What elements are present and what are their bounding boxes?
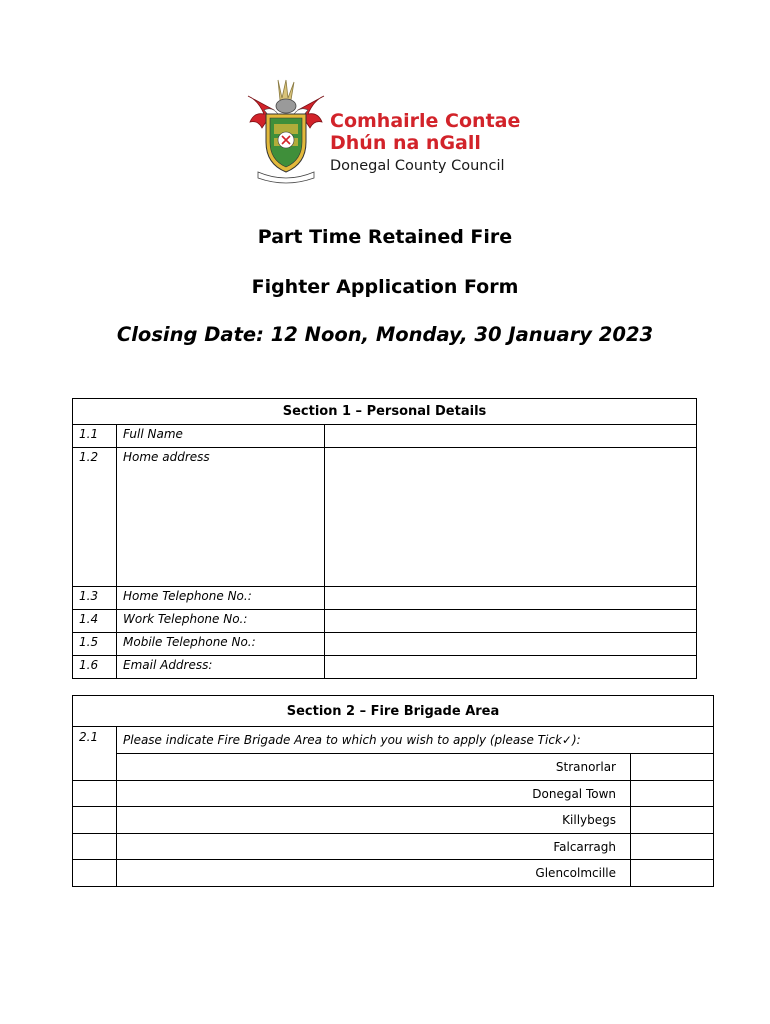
section1-heading: Section 1 – Personal Details [73,399,697,425]
tick-box-stranorlar[interactable] [631,754,714,781]
tick-box-falcarragh[interactable] [631,834,714,860]
mobile-telephone-field[interactable] [325,633,697,656]
coat-of-arms-icon [244,76,328,186]
row-number: 1.5 [73,633,117,656]
area-name-glencolmcille: Glencolmcille [117,860,631,887]
row-number: 1.3 [73,587,117,610]
empty-cell [73,860,117,887]
row-number: 1.4 [73,610,117,633]
tick-box-glencolmcille[interactable] [631,860,714,887]
form-title-line1: Part Time Retained Fire [257,226,513,248]
area-name-falcarragh: Falcarragh [117,834,631,860]
council-logo [244,76,534,186]
area-name-donegal-town: Donegal Town [117,781,631,807]
work-telephone-label: Work Telephone No.: [117,610,325,633]
email-address-field[interactable] [325,656,697,679]
area-name-stranorlar: Stranorlar [117,754,631,781]
tick-box-killybegs[interactable] [631,807,714,834]
area-instruction: Please indicate Fire Brigade Area to which you wish to apply (please Tick✓): [117,727,714,754]
form-title-line2: Fighter Application Form [251,276,519,298]
work-telephone-field[interactable] [325,610,697,633]
row-number: 1.2 [73,448,117,587]
logo-irish-line2: Dhún na nGall [330,132,481,154]
email-address-label: Email Address: [117,656,325,679]
row-number: 2.1 [73,727,117,781]
home-address-field[interactable] [325,448,697,587]
mobile-telephone-label: Mobile Telephone No.: [117,633,325,656]
fire-brigade-area-table [72,695,714,887]
tick-box-donegal-town[interactable] [631,781,714,807]
home-address-label: Home address [117,448,325,587]
full-name-label: Full Name [117,425,325,448]
full-name-field[interactable] [325,425,697,448]
row-number: 1.6 [73,656,117,679]
home-telephone-label: Home Telephone No.: [117,587,325,610]
section2-heading: Section 2 – Fire Brigade Area [73,696,714,727]
closing-date: Closing Date: 12 Noon, Monday, 30 January 2023 [116,323,654,346]
logo-irish-line1: Comhairle Contae [330,110,521,132]
empty-cell [73,807,117,834]
row-number: 1.1 [73,425,117,448]
empty-cell [73,781,117,807]
area-name-killybegs: Killybegs [117,807,631,834]
personal-details-table [72,398,697,679]
logo-text [330,110,520,176]
empty-cell [73,834,117,860]
home-telephone-field[interactable] [325,587,697,610]
logo-english-name: Donegal County Council [330,158,505,174]
